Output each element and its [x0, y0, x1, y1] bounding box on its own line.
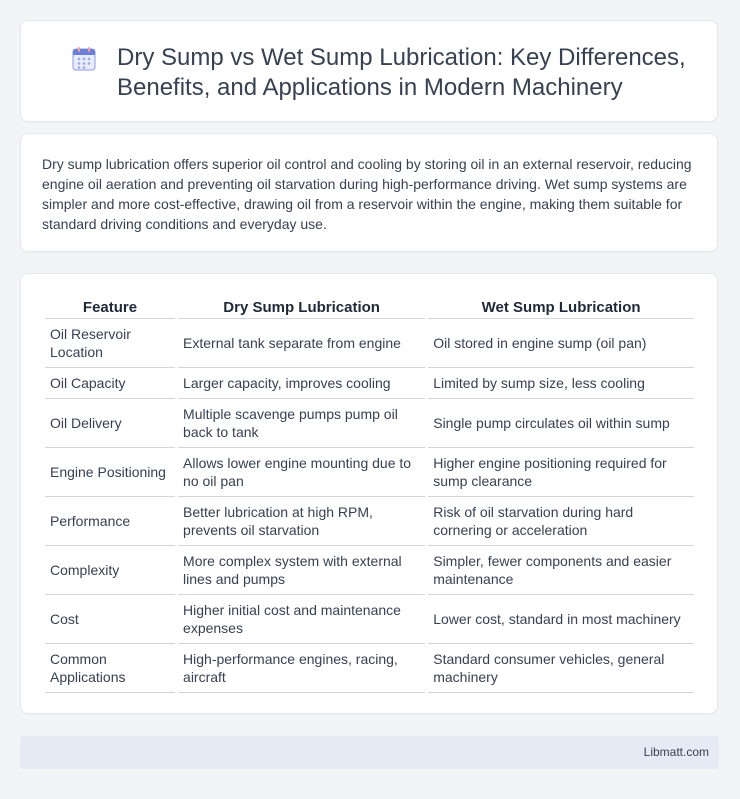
feature-cell: Performance [45, 497, 175, 546]
wet-sump-cell: Single pump circulates oil within sump [428, 399, 694, 448]
feature-cell: Common Applications [45, 644, 175, 693]
wet-sump-cell: Risk of oil starvation during hard cornering or acceleration [428, 497, 694, 546]
table-row [45, 595, 694, 644]
header-wet-sump: Wet Sump Lubrication [428, 295, 694, 319]
feature-cell: Cost [45, 595, 175, 644]
intro-paragraph: Dry sump lubrication offers superior oil control and cooling by storing oil in an external reservoir, reducing engine oil aeration and preventing oil starvation during high-performance driving. Wet sump systems are simpler and more cost-effective, drawing oil from a reservoir within the engine, making them suitable for standard driving conditions and everyday use. [42, 156, 692, 232]
wet-sump-cell: Limited by sump size, less cooling [428, 368, 694, 399]
intro-card [20, 133, 718, 252]
feature-cell: Oil Reservoir Location [45, 319, 175, 368]
page-title: Dry Sump vs Wet Sump Lubrication: Key Differences, Benefits, and Applications in Modern Machinery [117, 44, 686, 101]
wet-sump-cell: Standard consumer vehicles, general machinery [428, 644, 694, 693]
table-header-row [45, 295, 694, 319]
title-card [20, 20, 718, 122]
wet-sump-cell: Lower cost, standard in most machinery [428, 595, 694, 644]
dry-sump-cell: Multiple scavenge pumps pump oil back to tank [178, 399, 425, 448]
dry-sump-cell: Higher initial cost and maintenance expenses [178, 595, 425, 644]
comparison-table [42, 295, 697, 693]
table-row [45, 368, 694, 399]
dry-sump-cell: High-performance engines, racing, aircraft [178, 644, 425, 693]
wet-sump-cell: Oil stored in engine sump (oil pan) [428, 319, 694, 368]
wet-sump-cell: Simpler, fewer components and easier maintenance [428, 546, 694, 595]
table-row [45, 546, 694, 595]
table-row [45, 319, 694, 368]
table-row [45, 448, 694, 497]
dry-sump-cell: Allows lower engine mounting due to no oil pan [178, 448, 425, 497]
feature-cell: Oil Delivery [45, 399, 175, 448]
table-row [45, 399, 694, 448]
feature-cell: Engine Positioning [45, 448, 175, 497]
wet-sump-cell: Higher engine positioning required for sump clearance [428, 448, 694, 497]
dry-sump-cell: More complex system with external lines and pumps [178, 546, 425, 595]
dry-sump-cell: External tank separate from engine [178, 319, 425, 368]
title-wrap [71, 43, 691, 103]
calendar-icon [71, 46, 97, 72]
header-feature: Feature [45, 295, 175, 319]
table-row [45, 644, 694, 693]
feature-cell: Complexity [45, 546, 175, 595]
dry-sump-cell: Larger capacity, improves cooling [178, 368, 425, 399]
comparison-card [20, 273, 718, 714]
feature-cell: Oil Capacity [45, 368, 175, 399]
footer-bar [20, 736, 719, 769]
dry-sump-cell: Better lubrication at high RPM, prevents oil starvation [178, 497, 425, 546]
header-dry-sump: Dry Sump Lubrication [178, 295, 425, 319]
footer-site-link[interactable]: Libmatt.com [643, 745, 709, 759]
table-row [45, 497, 694, 546]
